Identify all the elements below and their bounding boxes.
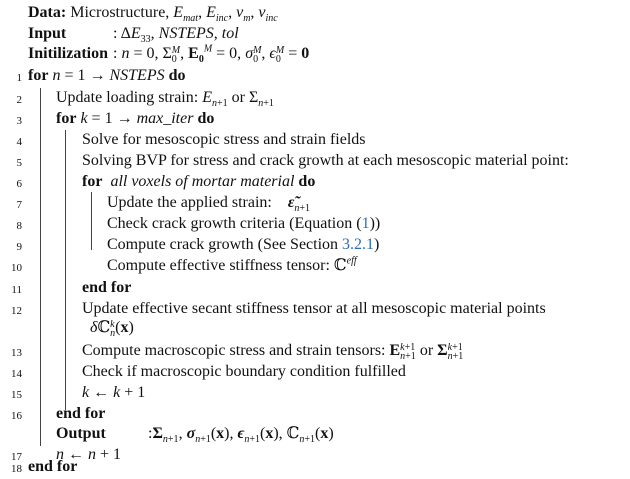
- input-label: Input: [28, 25, 67, 42]
- indent-bar-voxel-loop: [91, 192, 92, 250]
- indent-bar-outer: [40, 88, 41, 446]
- data-label: Data:: [28, 4, 67, 21]
- init-label: Initilization: [28, 45, 109, 62]
- indent-bar-k-loop: [65, 130, 66, 410]
- section-link[interactable]: 3.2.1: [342, 236, 375, 253]
- equation-link[interactable]: 1: [361, 215, 370, 232]
